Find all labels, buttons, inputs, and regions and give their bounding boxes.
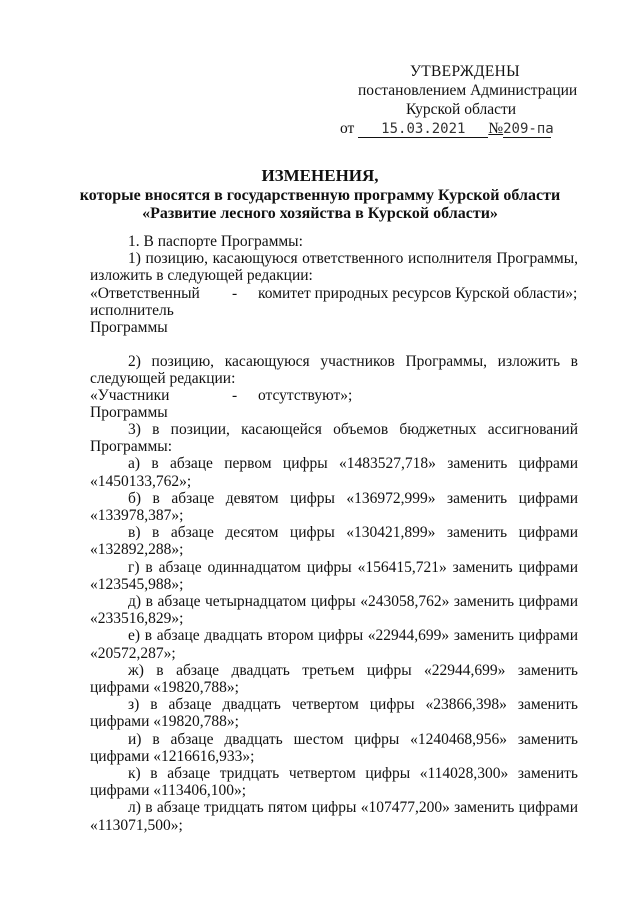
approval-date-line xyxy=(340,119,600,138)
table-label-line: исполнитель xyxy=(90,301,174,319)
list-item: е) в абзаце двадцать втором цифры «22944,699» заменить цифрами «20572,287»; xyxy=(90,627,578,662)
table-label-line: Программы xyxy=(90,319,168,337)
list-item: а) в абзаце первом цифры «1483527,718» заменить цифрами «1450133,762»; xyxy=(90,455,578,490)
table-value: комитет природных ресурсов Курской области»; xyxy=(258,284,578,302)
paragraph-gap xyxy=(90,336,578,353)
list-item: г) в абзаце одиннадцатом цифры «156415,721» заменить цифрами «123545,988»; xyxy=(90,558,578,593)
program-name: «Развитие лесного хозяйства в Курской области» xyxy=(142,205,498,222)
table-label-line: «Участники xyxy=(90,387,170,405)
approval-decree: постановлением Администрации xyxy=(358,82,578,99)
approval-title: УТВЕРЖДЕНЫ xyxy=(410,63,520,80)
list-item: к) в абзаце тридцать четвертом цифры «114028,300» заменить цифрами «113406,100»; xyxy=(90,765,578,800)
table-label xyxy=(90,285,210,337)
table-value: отсутствуют»; xyxy=(258,387,353,405)
list-item: в) в абзаце десятом цифры «130421,899» заменить цифрами «132892,288»; xyxy=(90,524,578,559)
section-heading: 1. В паспорте Программы: xyxy=(128,233,303,250)
number-label: № xyxy=(488,120,504,137)
approval-stamp xyxy=(340,62,600,138)
item-2-text: 2) позицию, касающуюся участников Программы, изложить в следующей редакции: xyxy=(90,352,578,387)
list-item: и) в абзаце двадцать шестом цифры «1240468,956» заменить цифрами «1216616,933»; xyxy=(90,730,578,765)
table-dash: - xyxy=(232,387,238,405)
document-subtitle: которые вносятся в государственную программу Курской области xyxy=(79,187,561,204)
table-label-line: Программы xyxy=(90,404,168,422)
date-prefix: от xyxy=(340,120,355,137)
table-label xyxy=(90,387,210,421)
participants-table xyxy=(90,387,578,421)
list-item: ж) в абзаце двадцать третьем цифры «22944,699» заменить цифрами «19820,788»; xyxy=(90,661,578,697)
responsible-executor-table xyxy=(90,285,578,336)
list-item: б) в абзаце девятом цифры «136972,999» заменить цифрами «133978,387»; xyxy=(90,489,578,525)
table-dash: - xyxy=(232,284,238,302)
document-heading: ИЗМЕНЕНИЯ, xyxy=(261,166,379,185)
list-item: з) в абзаце двадцать четвертом цифры «23866,398» заменить цифрами «19820,788»; xyxy=(90,696,578,731)
document-body xyxy=(90,233,578,834)
list-item: д) в абзаце четырнадцатом цифры «243058,762» заменить цифрами «233516,829»; xyxy=(90,593,578,628)
table-label-line: «Ответственный xyxy=(90,284,200,302)
item-3-text: 3) в позиции, касающейся объемов бюджетных ассигнований Программы: xyxy=(90,421,578,456)
decree-date: 15.03.2021 xyxy=(358,121,488,138)
approval-region: Курской области xyxy=(406,101,517,118)
item-1-text: 1) позицию, касающуюся ответственного исполнителя Программы, изложить в следующей редакции: xyxy=(90,250,578,285)
decree-number: 209-па xyxy=(503,121,554,137)
list-item: л) в абзаце тридцать пятом цифры «107477,200» заменить цифрами «113071,500»; xyxy=(90,799,578,834)
